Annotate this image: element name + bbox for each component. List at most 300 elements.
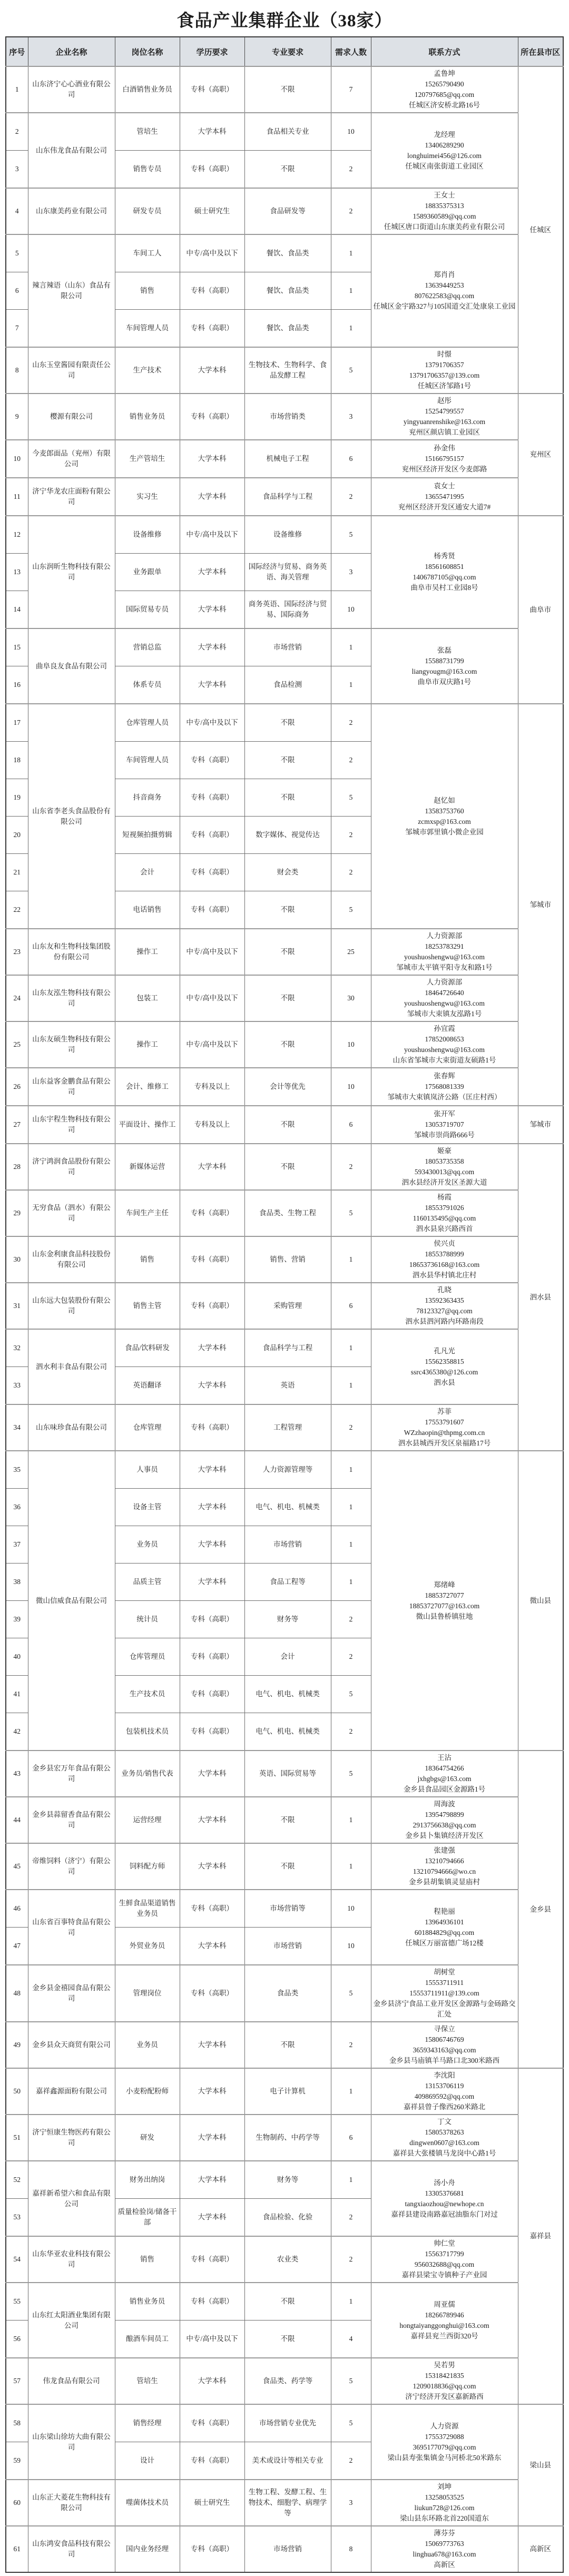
company-name: 樱源有限公司 xyxy=(28,394,115,440)
contact-info xyxy=(371,2526,518,2572)
contact-line: 3659343163@qq.com xyxy=(413,2046,476,2054)
education-requirement: 大学本科 xyxy=(180,113,244,151)
major-requirement: 食品类、生物工程 xyxy=(244,1190,331,1236)
headcount: 10 xyxy=(331,1890,371,1928)
row-number: 15 xyxy=(6,628,28,666)
position-name: 业务员 xyxy=(115,1526,180,1564)
row-number: 21 xyxy=(6,854,28,891)
row-number: 52 xyxy=(6,2161,28,2199)
contact-info xyxy=(371,2404,518,2480)
contact-info xyxy=(371,1329,518,1404)
headcount: 1 xyxy=(331,1843,371,1890)
contact-info xyxy=(371,478,518,516)
row-number: 6 xyxy=(6,272,28,310)
education-requirement: 专科（高职） xyxy=(180,2442,244,2480)
position-name: 白酒销售业务员 xyxy=(115,66,180,113)
position-name: 车间工人 xyxy=(115,234,180,272)
contact-line: 956032688@qq.com xyxy=(414,2260,475,2268)
major-requirement: 餐饮、食品类 xyxy=(244,310,331,348)
major-requirement: 食品科学与工程 xyxy=(244,478,331,516)
headcount: 8 xyxy=(331,2526,371,2572)
contact-line: 18553788999 xyxy=(425,1250,464,1258)
company-name: 山东省百事特食品有限公司 xyxy=(28,1890,115,1965)
row-number: 27 xyxy=(6,1106,28,1144)
row-number: 47 xyxy=(6,1928,28,1965)
company-name: 山东益客金鹏食品有限公司 xyxy=(28,1068,115,1106)
row-number: 9 xyxy=(6,394,28,440)
contact-line: 13964936101 xyxy=(425,1918,464,1926)
row-number: 10 xyxy=(6,440,28,478)
table-row xyxy=(6,628,563,666)
position-name: 生产管培生 xyxy=(115,440,180,478)
contact-line: 张建强 xyxy=(434,1846,455,1854)
table-row xyxy=(6,2022,563,2068)
company-name: 帝维饲料（济宁）有限公司 xyxy=(28,1843,115,1890)
district: 任城区 xyxy=(518,66,563,394)
education-requirement: 大学本科 xyxy=(180,1797,244,1843)
major-requirement: 市场营销等 xyxy=(244,1890,331,1928)
headcount: 6 xyxy=(331,1283,371,1329)
position-name: 营销总监 xyxy=(115,628,180,666)
contact-line: 任城区金宇路327与105国道交汇处康泉工业园 xyxy=(373,302,516,310)
row-number: 11 xyxy=(6,478,28,516)
contact-line: 邹城市大束镇岚济公路（匡庄村西） xyxy=(387,1093,502,1101)
contact-info xyxy=(371,1144,518,1190)
column-header-2: 岗位名称 xyxy=(115,37,180,66)
company-name: 金乡县蒜留香食品有限公司 xyxy=(28,1797,115,1843)
contact-line: 邹城市郭里镇小微企业园 xyxy=(405,828,484,836)
position-name: 统计员 xyxy=(115,1601,180,1638)
row-number: 23 xyxy=(6,929,28,975)
education-requirement: 中专/高中及以下 xyxy=(180,234,244,272)
position-name: 国内业务经理 xyxy=(115,2526,180,2572)
education-requirement: 大学本科 xyxy=(180,591,244,629)
row-number: 33 xyxy=(6,1367,28,1405)
table-row xyxy=(6,66,563,113)
contact-line: 13655471995 xyxy=(425,493,464,500)
major-requirement: 设备维修 xyxy=(244,516,331,554)
education-requirement: 专科（高职） xyxy=(180,2526,244,2572)
row-number: 2 xyxy=(6,113,28,151)
contact-line: 龙经理 xyxy=(434,130,455,139)
row-number: 54 xyxy=(6,2236,28,2283)
contact-line: 人力资源部 xyxy=(426,978,463,986)
headcount: 5 xyxy=(331,891,371,929)
position-name: 销售 xyxy=(115,272,180,310)
position-name: 噬菌体技术员 xyxy=(115,2480,180,2526)
education-requirement: 大学本科 xyxy=(180,554,244,591)
education-requirement: 专科（高职） xyxy=(180,891,244,929)
education-requirement: 专科（高职） xyxy=(180,742,244,779)
headcount: 10 xyxy=(331,1928,371,1965)
contact-line: 姬豪 xyxy=(437,1147,452,1155)
education-requirement: 专科（高职） xyxy=(180,1965,244,2022)
education-requirement: 大学本科 xyxy=(180,1843,244,1890)
major-requirement: 不限 xyxy=(244,929,331,975)
row-number: 37 xyxy=(6,1526,28,1564)
district: 泗水县 xyxy=(518,1144,563,1451)
position-name: 车间管理人员 xyxy=(115,310,180,348)
contact-info xyxy=(371,234,518,347)
table-row xyxy=(6,2236,563,2283)
column-header-1: 企业名称 xyxy=(28,37,115,66)
contact-info xyxy=(371,188,518,234)
major-requirement: 食品类、药学等 xyxy=(244,2358,331,2404)
contact-info xyxy=(371,704,518,929)
company-name: 辣言辣语（山东）食品有限公司 xyxy=(28,234,115,347)
education-requirement: 大学本科 xyxy=(180,2358,244,2404)
education-requirement: 专科（高职） xyxy=(180,310,244,348)
position-name: 车间生产主任 xyxy=(115,1190,180,1236)
company-name: 曲阜良友食品有限公司 xyxy=(28,628,115,704)
education-requirement: 大学本科 xyxy=(180,628,244,666)
contact-line: 13791706357@139.com xyxy=(409,371,480,379)
major-requirement: 不限 xyxy=(244,742,331,779)
contact-line: 兖州区经济开发区今麦郎路 xyxy=(401,465,487,473)
position-name: 新媒体运营 xyxy=(115,1144,180,1190)
contact-line: 胡树堂 xyxy=(434,1968,455,1976)
table-row xyxy=(6,2283,563,2321)
headcount: 1 xyxy=(331,2283,371,2321)
position-name: 销售专员 xyxy=(115,151,180,189)
contact-info xyxy=(371,516,518,628)
position-name: 食品/饮料研发 xyxy=(115,1329,180,1367)
contact-line: liangyougm@163.com xyxy=(411,667,477,675)
headcount: 2 xyxy=(331,704,371,742)
education-requirement: 大学本科 xyxy=(180,1329,244,1367)
district: 兖州区 xyxy=(518,394,563,516)
headcount: 2 xyxy=(331,817,371,854)
major-requirement: 英语 xyxy=(244,1367,331,1405)
row-number: 53 xyxy=(6,2199,28,2237)
company-name: 山东润昕生物科技有限公司 xyxy=(28,516,115,628)
education-requirement: 专科（高职） xyxy=(180,1713,244,1751)
contact-info xyxy=(371,2283,518,2358)
position-name: 车间管理人员 xyxy=(115,742,180,779)
district: 嘉祥县 xyxy=(518,2068,563,2404)
contact-info xyxy=(371,394,518,440)
column-header-3: 学历要求 xyxy=(180,37,244,66)
education-requirement: 大学本科 xyxy=(180,1928,244,1965)
contact-line: 13639449253 xyxy=(425,281,464,289)
education-requirement: 专科（高职） xyxy=(180,2283,244,2321)
major-requirement: 市场营销类 xyxy=(244,394,331,440)
education-requirement: 专科及以上 xyxy=(180,1068,244,1106)
table-row xyxy=(6,2161,563,2199)
contact-info xyxy=(371,440,518,478)
contact-line: 18835375313 xyxy=(425,202,464,210)
contact-line: hongtaiyanggonghui@163.com xyxy=(399,2321,489,2329)
major-requirement: 不限 xyxy=(244,2321,331,2358)
headcount: 2 xyxy=(331,2022,371,2068)
headcount: 1 xyxy=(331,310,371,348)
education-requirement: 专科（高职） xyxy=(180,1283,244,1329)
education-requirement: 大学本科 xyxy=(180,1564,244,1601)
education-requirement: 专科（高职） xyxy=(180,1236,244,1283)
major-requirement: 销售、营销 xyxy=(244,1236,331,1283)
row-number: 38 xyxy=(6,1564,28,1601)
table-row xyxy=(6,113,563,151)
major-requirement: 工程管理 xyxy=(244,1404,331,1451)
position-name: 销售 xyxy=(115,2236,180,2283)
headcount: 3 xyxy=(331,394,371,440)
contact-line: 杨霞 xyxy=(437,1193,452,1201)
contact-line: 张春辉 xyxy=(434,1072,455,1080)
major-requirement: 不限 xyxy=(244,779,331,817)
table-row xyxy=(6,188,563,234)
contact-line: 17553791607 xyxy=(425,1418,464,1426)
table-row xyxy=(6,2480,563,2526)
contact-line: 2913756638@qq.com xyxy=(413,1821,476,1829)
major-requirement: 市场营销 xyxy=(244,1928,331,1965)
position-name: 会计 xyxy=(115,854,180,891)
contact-line: 15562358815 xyxy=(425,1357,464,1365)
company-name: 嘉祥鑫源面粉有限公司 xyxy=(28,2068,115,2115)
major-requirement: 生物制药、中药学等 xyxy=(244,2115,331,2161)
contact-line: linghua678@163.com xyxy=(413,2550,476,2558)
contact-info xyxy=(371,347,518,394)
contact-line: 金乡县济宁食品工业开发区金源路与金砀路交汇处 xyxy=(373,2000,516,2018)
contact-line: 程艳丽 xyxy=(434,1907,455,1915)
position-name: 包装工 xyxy=(115,975,180,1021)
position-name: 操作工 xyxy=(115,929,180,975)
contact-info xyxy=(371,113,518,188)
enterprise-table xyxy=(5,36,564,2573)
education-requirement: 硕士研究生 xyxy=(180,2480,244,2526)
contact-info xyxy=(371,1068,518,1106)
contact-line: 吴若男 xyxy=(434,2361,455,2369)
contact-line: 15588731799 xyxy=(425,656,464,665)
row-number: 28 xyxy=(6,1144,28,1190)
row-number: 49 xyxy=(6,2022,28,2068)
contact-line: yingyuanrenshike@163.com xyxy=(403,418,486,426)
table-row xyxy=(6,1751,563,1797)
row-number: 36 xyxy=(6,1489,28,1526)
major-requirement: 电气、机电、机械类 xyxy=(244,1676,331,1713)
position-name: 运营经理 xyxy=(115,1797,180,1843)
contact-line: 山东省邹城市大束街道友硕路1号 xyxy=(393,1056,496,1064)
education-requirement: 专科（高职） xyxy=(180,1601,244,1638)
row-number: 55 xyxy=(6,2283,28,2321)
contact-line: 17568081339 xyxy=(425,1083,464,1090)
major-requirement: 食品检验、化验 xyxy=(244,2199,331,2237)
contact-info xyxy=(371,2068,518,2115)
contact-line: 18653736168@163.com xyxy=(409,1261,480,1269)
headcount: 7 xyxy=(331,66,371,113)
education-requirement: 大学本科 xyxy=(180,440,244,478)
company-name: 金乡县宏万年食品有限公司 xyxy=(28,1751,115,1797)
contact-line: 孔晓 xyxy=(437,1286,452,1294)
major-requirement: 食品检测 xyxy=(244,666,331,704)
contact-info xyxy=(371,2115,518,2161)
company-name: 微山信威食品有限公司 xyxy=(28,1451,115,1751)
position-name: 外贸业务员 xyxy=(115,1928,180,1965)
major-requirement: 电子计算机 xyxy=(244,2068,331,2115)
major-requirement: 餐饮、食品类 xyxy=(244,234,331,272)
row-number: 1 xyxy=(6,66,28,113)
row-number: 12 xyxy=(6,516,28,554)
row-number: 46 xyxy=(6,1890,28,1928)
position-name: 短视频拍摄剪辑 xyxy=(115,817,180,854)
row-number: 7 xyxy=(6,310,28,348)
major-requirement: 电气、机电、机械类 xyxy=(244,1489,331,1526)
education-requirement: 大学本科 xyxy=(180,1367,244,1405)
position-name: 仓库管理 xyxy=(115,1404,180,1451)
headcount: 1 xyxy=(331,1564,371,1601)
major-requirement: 不限 xyxy=(244,2022,331,2068)
contact-line: 微山县鲁桥镇驻地 xyxy=(416,1612,473,1620)
contact-line: 15069773763 xyxy=(425,2540,464,2548)
contact-info xyxy=(371,2358,518,2404)
headcount: 5 xyxy=(331,1190,371,1236)
education-requirement: 专科（高职） xyxy=(180,854,244,891)
contact-info xyxy=(371,1843,518,1890)
company-name: 今麦郎面品（兖州）有限公司 xyxy=(28,440,115,478)
position-name: 销售 xyxy=(115,1236,180,1283)
contact-line: 13592363435 xyxy=(425,1296,464,1304)
headcount: 1 xyxy=(331,272,371,310)
table-row xyxy=(6,2526,563,2572)
headcount: 1 xyxy=(331,1367,371,1405)
row-number: 26 xyxy=(6,1068,28,1106)
major-requirement: 生物技术、生物科学、食品发酵工程 xyxy=(244,347,331,394)
education-requirement: 大学本科 xyxy=(180,347,244,394)
major-requirement: 不限 xyxy=(244,151,331,189)
major-requirement: 食品工程等 xyxy=(244,1564,331,1601)
major-requirement: 不限 xyxy=(244,2283,331,2321)
contact-line: 孟鲁坤 xyxy=(434,70,455,77)
major-requirement: 市场营销 xyxy=(244,2526,331,2572)
education-requirement: 中专/高中及以下 xyxy=(180,1021,244,1068)
contact-line: 15265790490 xyxy=(425,80,464,88)
position-name: 管培生 xyxy=(115,2358,180,2404)
contact-line: 601884829@qq.com xyxy=(414,1928,475,1936)
contact-line: tangxiaozhou@newhope.cn xyxy=(405,2199,484,2208)
position-name: 销售业务员 xyxy=(115,2283,180,2321)
position-name: 人事员 xyxy=(115,1451,180,1489)
company-name: 山东友和生物科技集团股份有限公司 xyxy=(28,929,115,975)
education-requirement: 大学本科 xyxy=(180,666,244,704)
row-number: 14 xyxy=(6,591,28,629)
contact-info xyxy=(371,1404,518,1451)
education-requirement: 专科（高职） xyxy=(180,272,244,310)
education-requirement: 大学本科 xyxy=(180,1451,244,1489)
row-number: 5 xyxy=(6,234,28,272)
district: 曲阜市 xyxy=(518,516,563,704)
district: 梁山县 xyxy=(518,2404,563,2526)
company-name: 山东华亚农业科技有限公司 xyxy=(28,2236,115,2283)
contact-line: 13258053525 xyxy=(425,2493,464,2501)
headcount: 1 xyxy=(331,1329,371,1367)
education-requirement: 大学本科 xyxy=(180,2161,244,2199)
company-name: 济宁鸿润食品股份有限公司 xyxy=(28,1144,115,1190)
contact-line: 丁文 xyxy=(437,2118,452,2126)
major-requirement: 食品科学与工程 xyxy=(244,1329,331,1367)
contact-line: 15254799557 xyxy=(425,407,464,415)
table-row xyxy=(6,1329,563,1367)
position-name: 英语翻译 xyxy=(115,1367,180,1405)
headcount: 3 xyxy=(331,554,371,591)
headcount: 1 xyxy=(331,666,371,704)
company-name: 济宁华龙农庄面粉有限公司 xyxy=(28,478,115,516)
major-requirement: 不限 xyxy=(244,1843,331,1890)
headcount: 5 xyxy=(331,779,371,817)
row-number: 61 xyxy=(6,2526,28,2572)
table-row xyxy=(6,1283,563,1329)
headcount: 6 xyxy=(331,440,371,478)
headcount: 2 xyxy=(331,2236,371,2283)
row-number: 59 xyxy=(6,2442,28,2480)
table-row xyxy=(6,1404,563,1451)
major-requirement: 机械电子工程 xyxy=(244,440,331,478)
contact-line: 郑肖肖 xyxy=(434,271,455,279)
contact-info xyxy=(371,1283,518,1329)
position-name: 国际贸易专员 xyxy=(115,591,180,629)
contact-line: 梁山县东环路北首220国道东 xyxy=(400,2514,489,2522)
major-requirement: 国际经济与贸易、商务英语、海关管理 xyxy=(244,554,331,591)
contact-line: 任城区济安桥北路16号 xyxy=(409,101,480,109)
headcount: 1 xyxy=(331,1797,371,1843)
position-name: 销售主管 xyxy=(115,1283,180,1329)
major-requirement: 市场营销 xyxy=(244,1526,331,1564)
company-name: 金乡县金禧园食品有限公司 xyxy=(28,1965,115,2022)
column-header-7: 所在县市区 xyxy=(518,37,563,66)
major-requirement: 英语、国际贸易等 xyxy=(244,1751,331,1797)
contact-line: 15563717799 xyxy=(425,2250,464,2258)
row-number: 8 xyxy=(6,347,28,394)
company-name: 山东友硕生物科技有限公司 xyxy=(28,1021,115,1068)
contact-line: 嘉祥县曾子像西260米路北 xyxy=(403,2103,486,2111)
contact-line: 周海波 xyxy=(434,1800,455,1808)
row-number: 30 xyxy=(6,1236,28,1283)
position-name: 品质主管 xyxy=(115,1564,180,1601)
contact-info xyxy=(371,2236,518,2283)
education-requirement: 专科（高职） xyxy=(180,394,244,440)
headcount: 2 xyxy=(331,151,371,189)
contact-line: 兖州区经济开发区通安大道7# xyxy=(398,503,491,511)
row-number: 42 xyxy=(6,1713,28,1751)
headcount: 10 xyxy=(331,1021,371,1068)
education-requirement: 中专/高中及以下 xyxy=(180,929,244,975)
company-name: 山东金利康食品科技股份有限公司 xyxy=(28,1236,115,1283)
contact-line: 任城区万丽富德广场12楼 xyxy=(405,1939,484,1947)
contact-line: 409869592@qq.com xyxy=(414,2092,475,2100)
position-name: 销售经理 xyxy=(115,2404,180,2442)
row-number: 58 xyxy=(6,2404,28,2442)
contact-line: 13583753760 xyxy=(425,807,464,815)
headcount: 1 xyxy=(331,1526,371,1564)
major-requirement: 食品研发等 xyxy=(244,188,331,234)
position-name: 设备维修 xyxy=(115,516,180,554)
contact-line: 汤小舟 xyxy=(434,2178,455,2187)
contact-line: youshuoshengwu@163.com xyxy=(404,953,485,961)
row-number: 18 xyxy=(6,742,28,779)
contact-line: 1589360589@qq.com xyxy=(413,212,476,220)
contact-line: 13954798899 xyxy=(425,1811,464,1818)
table-body xyxy=(6,66,563,2572)
contact-info xyxy=(371,1451,518,1751)
contact-line: 任城区济邹路1号 xyxy=(417,382,472,390)
contact-line: 13210794666@wo.cn xyxy=(413,1867,476,1875)
district: 邹城市 xyxy=(518,1106,563,1144)
headcount: 5 xyxy=(331,1676,371,1713)
company-name: 山东省李老头食品股份有限公司 xyxy=(28,704,115,929)
company-name: 山东济宁心心酒业有限公司 xyxy=(28,66,115,113)
position-name: 管理岗位 xyxy=(115,1965,180,2022)
contact-line: 3695177079@qq.com xyxy=(413,2443,476,2451)
headcount: 1 xyxy=(331,234,371,272)
contact-info xyxy=(371,628,518,704)
